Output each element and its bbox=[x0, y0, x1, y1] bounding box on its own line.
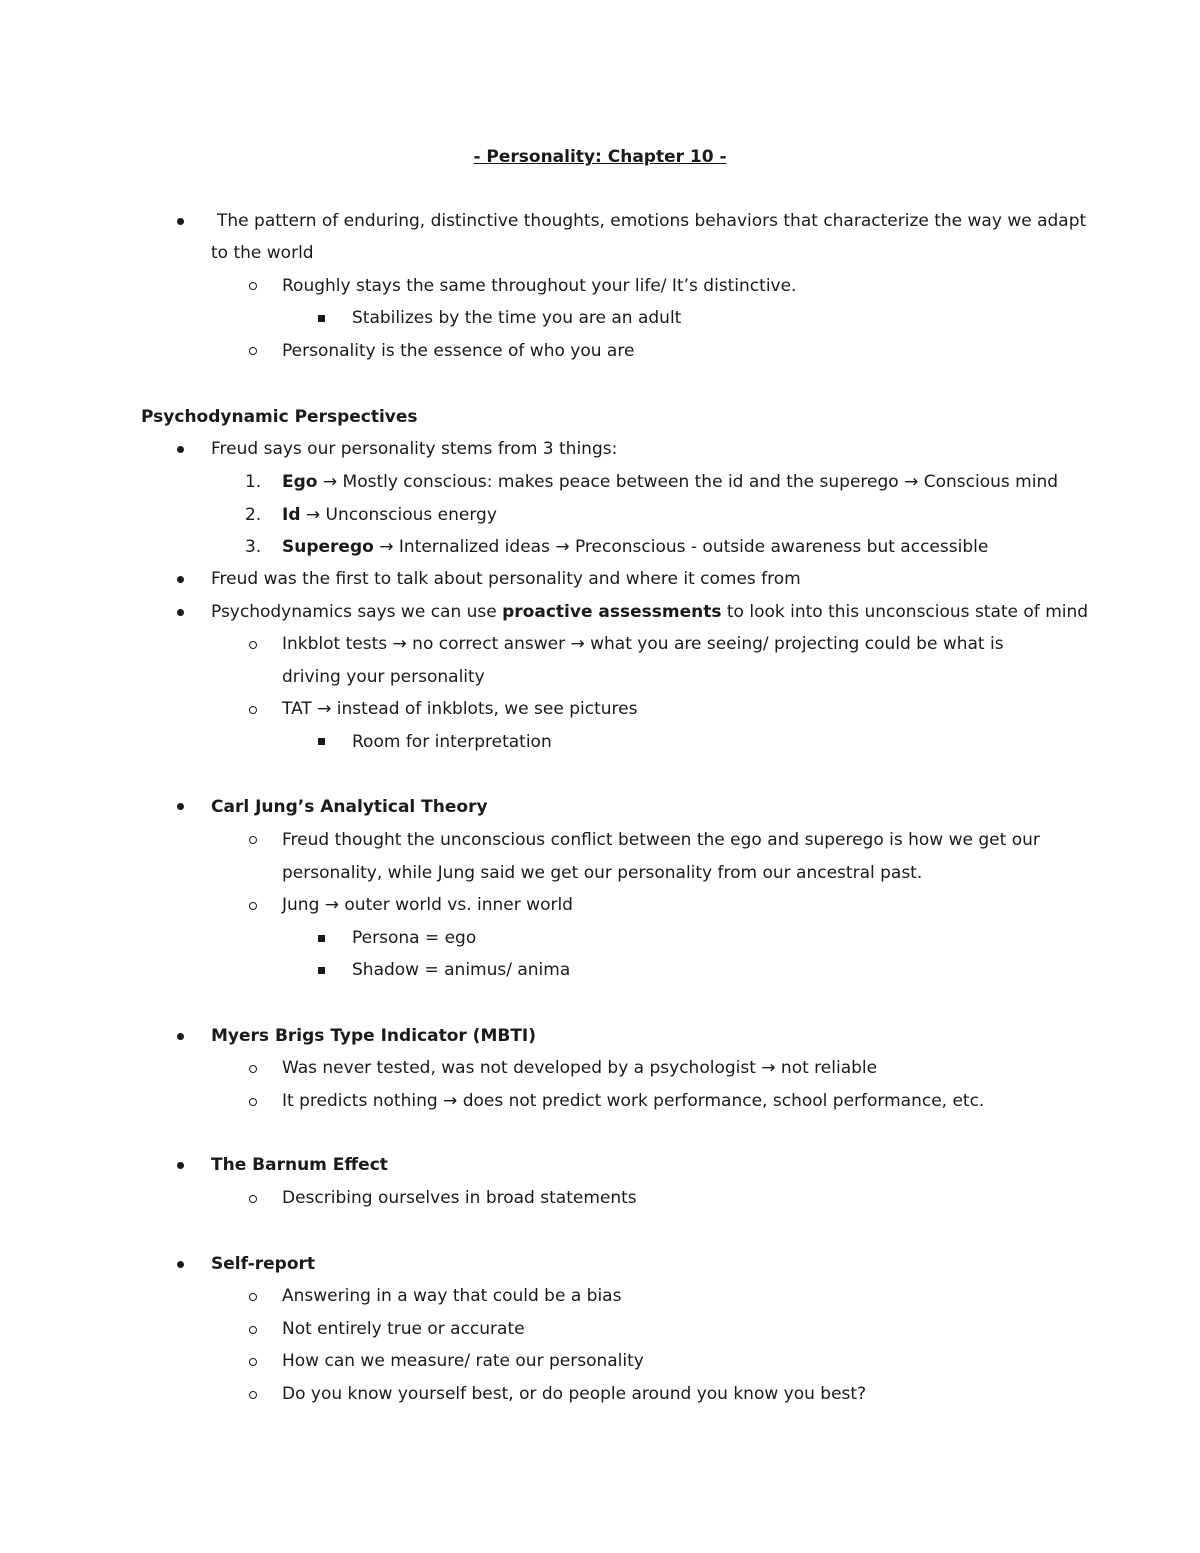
circle-bullet-icon bbox=[249, 1358, 257, 1366]
square-bullet-icon bbox=[318, 967, 325, 974]
selfreport-line-4: Do you know yourself best, or do people around you know you best? bbox=[282, 1384, 867, 1404]
tat-sub: Room for interpretation bbox=[352, 732, 552, 752]
list-item-superego bbox=[282, 536, 988, 558]
proactive-pre: Psychodynamics says we can use bbox=[211, 602, 503, 622]
selfreport-line-1: Answering in a way that could be a bias bbox=[282, 1286, 622, 1306]
bullet-icon bbox=[177, 1261, 184, 1268]
freud-first: Freud was the first to talk about personality and where it comes from bbox=[211, 569, 801, 589]
bullet-icon bbox=[177, 1033, 184, 1040]
circle-bullet-icon bbox=[249, 1326, 257, 1334]
mbti-line-2: It predicts nothing → does not predict work performance, school performance, etc. bbox=[282, 1091, 985, 1111]
square-bullet-icon bbox=[318, 315, 325, 322]
square-bullet-icon bbox=[318, 935, 325, 942]
bullet-icon bbox=[177, 446, 184, 453]
circle-bullet-icon bbox=[249, 1065, 257, 1073]
intro-line-1: The pattern of enduring, distinctive thoughts, emotions behaviors that characterize the way we adapt bbox=[217, 211, 1087, 231]
term-id: Id bbox=[282, 505, 301, 525]
bullet-icon bbox=[177, 576, 184, 583]
inkblot-line-1: Inkblot tests → no correct answer → what you are seeing/ projecting could be what is bbox=[282, 634, 1004, 654]
bullet-icon bbox=[177, 609, 184, 616]
circle-bullet-icon bbox=[249, 1098, 257, 1106]
jung-persona: Persona = ego bbox=[352, 928, 477, 948]
intro-sub-2: Personality is the essence of who you are bbox=[282, 341, 635, 361]
intro-sub-1: Roughly stays the same throughout your life/ It’s distinctive. bbox=[282, 276, 797, 296]
circle-bullet-icon bbox=[249, 282, 257, 290]
freud-stems: Freud says our personality stems from 3 things: bbox=[211, 439, 618, 459]
barnum-line-1: Describing ourselves in broad statements bbox=[282, 1188, 637, 1208]
circle-bullet-icon bbox=[249, 347, 257, 355]
selfreport-line-2: Not entirely true or accurate bbox=[282, 1319, 525, 1339]
proactive-post: to look into this unconscious state of mind bbox=[721, 602, 1089, 622]
jung-line-2: personality, while Jung said we get our personality from our ancestral past. bbox=[282, 863, 923, 883]
term-superego: Superego bbox=[282, 537, 374, 557]
id-description: → Unconscious energy bbox=[300, 505, 497, 525]
circle-bullet-icon bbox=[249, 902, 257, 910]
section-heading-mbti: Myers Brigs Type Indicator (MBTI) bbox=[211, 1026, 537, 1046]
page-title: - Personality: Chapter 10 - bbox=[473, 147, 727, 167]
section-heading-psychodynamic: Psychodynamic Perspectives bbox=[141, 407, 418, 427]
section-heading-jung: Carl Jung’s Analytical Theory bbox=[211, 797, 488, 817]
section-heading-self-report: Self-report bbox=[211, 1254, 316, 1274]
inkblot-line-2: driving your personality bbox=[282, 667, 485, 687]
circle-bullet-icon bbox=[249, 706, 257, 714]
list-number: 3. bbox=[245, 537, 262, 557]
intro-line-2: to the world bbox=[211, 243, 314, 263]
circle-bullet-icon bbox=[249, 1195, 257, 1203]
selfreport-line-3: How can we measure/ rate our personality bbox=[282, 1351, 644, 1371]
circle-bullet-icon bbox=[249, 1293, 257, 1301]
bullet-icon bbox=[177, 218, 184, 225]
intro-sub-1a: Stabilizes by the time you are an adult bbox=[352, 308, 682, 328]
list-item-id bbox=[282, 504, 497, 526]
bullet-icon bbox=[177, 1162, 184, 1169]
list-item-ego bbox=[282, 471, 1058, 493]
circle-bullet-icon bbox=[249, 641, 257, 649]
circle-bullet-icon bbox=[249, 836, 257, 844]
jung-line-1: Freud thought the unconscious conflict between the ego and superego is how we get our bbox=[282, 830, 1040, 850]
jung-worlds: Jung → outer world vs. inner world bbox=[282, 895, 573, 915]
proactive-assessments bbox=[211, 601, 1088, 623]
circle-bullet-icon bbox=[249, 1391, 257, 1399]
proactive-term: proactive assessments bbox=[502, 602, 722, 622]
term-ego: Ego bbox=[282, 472, 318, 492]
square-bullet-icon bbox=[318, 738, 325, 745]
superego-description: → Internalized ideas → Preconscious - outside awareness but accessible bbox=[373, 537, 989, 557]
mbti-line-1: Was never tested, was not developed by a psychologist → not reliable bbox=[282, 1058, 878, 1078]
jung-shadow: Shadow = animus/ anima bbox=[352, 960, 571, 980]
section-heading-barnum: The Barnum Effect bbox=[211, 1155, 388, 1175]
list-number: 1. bbox=[245, 472, 262, 492]
tat-line: TAT → instead of inkblots, we see pictures bbox=[282, 699, 638, 719]
bullet-icon bbox=[177, 803, 184, 810]
ego-description: → Mostly conscious: makes peace between the id and the superego → Conscious mind bbox=[317, 472, 1059, 492]
list-number: 2. bbox=[245, 505, 262, 525]
